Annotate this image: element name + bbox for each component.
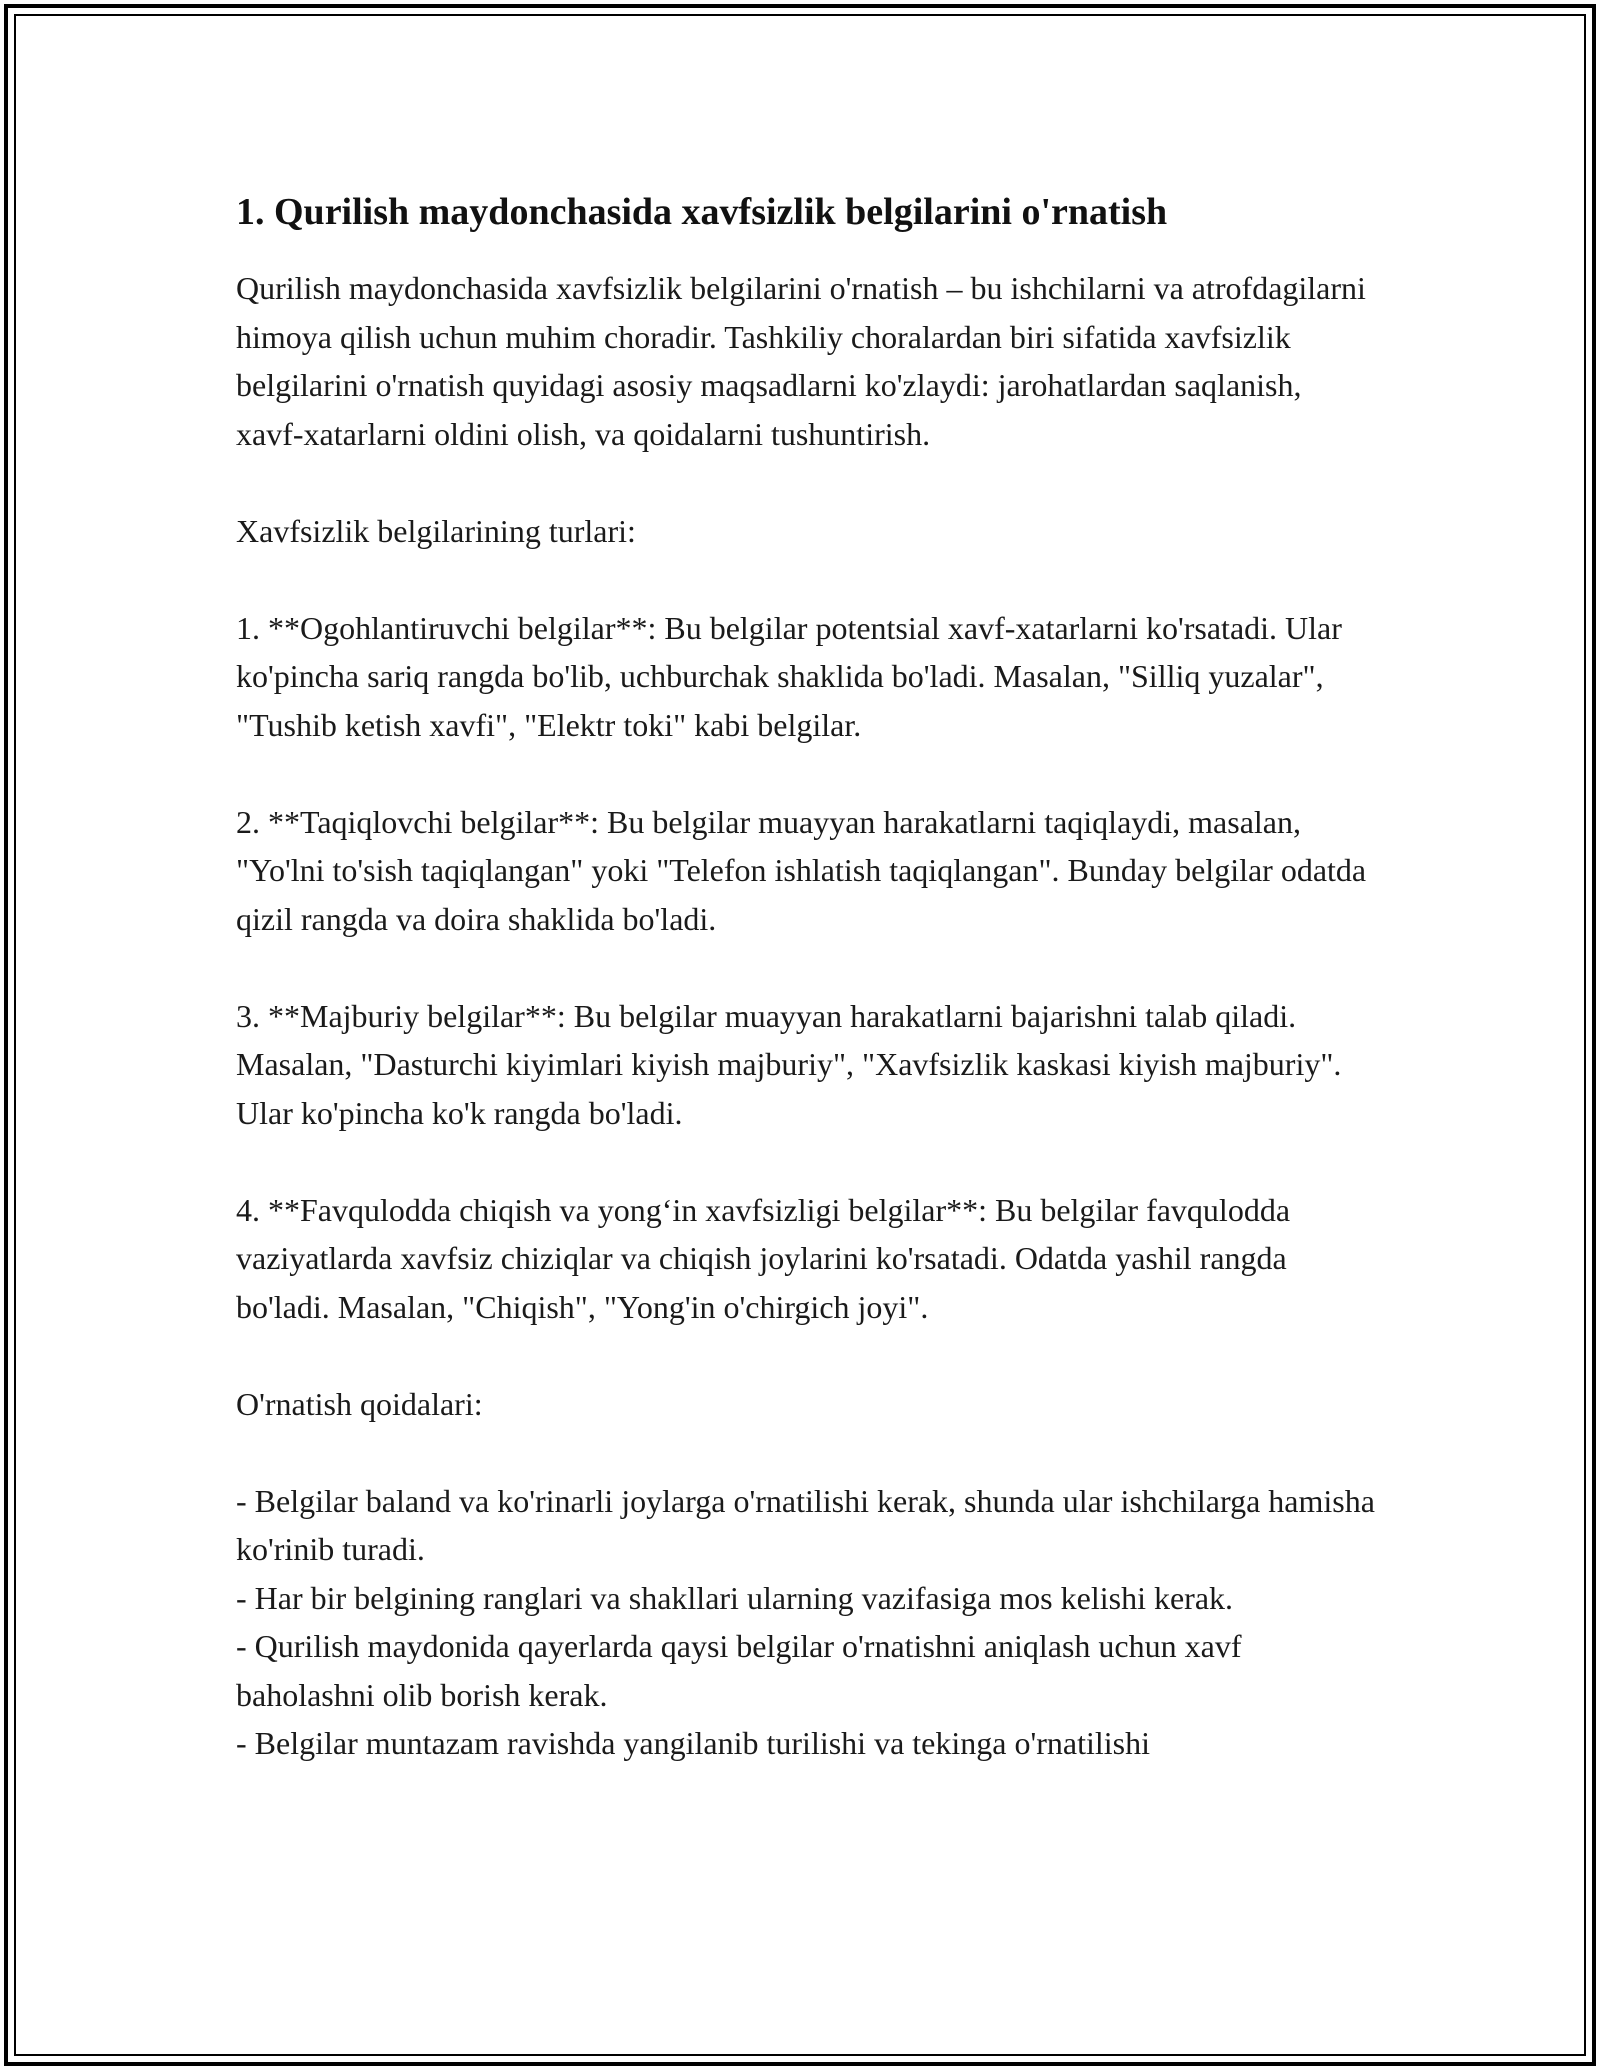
sign-type-warning: 1. **Ogohlantiruvchi belgilar**: Bu belgilar potentsial xavf-xatarlarni ko'rsatadi. Ular ko'pincha sariq rangda bo'lib, uchburchak shaklida bo'ladi. Masalan, "Silliq yuzalar", "Tushib ketish xavfi", "Elektr toki" kabi belgilar. [236,609,1342,743]
sign-type-prohibition: 2. **Taqiqlovchi belgilar**: Bu belgilar muayyan harakatlarni taqiqlaydi, masalan, "Yo'lni to'sish taqiqlangan" yoki "Telefon ishlatish taqiqlangan". Bunday belgilar odatda qizil rangda va doira shaklida bo'ladi. [236,803,1367,937]
sign-type-mandatory: 3. **Majburiy belgilar**: Bu belgilar muayyan harakatlarni bajarishni talab qiladi. Masalan, "Dasturchi kiyimlari kiyish majburiy", "Xavfsizlik kaskasi kiyish majburiy". Ular ko'pincha ko'k rangda bo'ladi. [236,997,1342,1131]
document-title: 1. Qurilish maydonchasida xavfsizlik belgilarini o'rnatish [236,191,1168,233]
intro-paragraph: Qurilish maydonchasida xavfsizlik belgilarini o'rnatish – bu ishchilarni va atrofdagilarni himoya qilish uchun muhim choradir. Tashkiliy choralardan biri sifatida xavfsizlik belgilarini o'rnatish quyidagi asosiy maqsadlarni ko'zlaydi: jarohatlardan saqlanish, xavf-xatarlarni oldini olish, va qoidalarni tushuntirish. [236,270,1366,452]
rule-item: - Har bir belgining ranglari va shakllari ularning vazifasiga mos kelishi kerak. [236,1579,1234,1616]
rule-item: - Belgilar muntazam ravishda yangilanib turilishi va tekinga o'rnatilishi [236,1725,1150,1761]
document-body [236,186,1376,1768]
types-heading: Xavfsizlik belgilarining turlari: [236,512,636,549]
rules-heading: O'rnatish qoidalari: [236,1385,483,1422]
rule-item: - Belgilar baland va ko'rinarli joylarga o'rnatilishi kerak, shunda ular ishchilarga hamisha ko'rinib turadi. [236,1482,1375,1567]
sign-type-emergency: 4. **Favqulodda chiqish va yong‘in xavfsizligi belgilar**: Bu belgilar favqulodda vaziyatlarda xavfsiz chiziqlar va chiqish joylarini ko'rsatadi. Odatda yashil rangda bo'ladi. Masalan, "Chiqish", "Yong'in o'chirgich joyi". [236,1191,1291,1325]
rule-item: - Qurilish maydonida qayerlarda qaysi belgilar o'rnatishni aniqlash uchun xavf baholashni olib borish kerak. [236,1628,1242,1713]
